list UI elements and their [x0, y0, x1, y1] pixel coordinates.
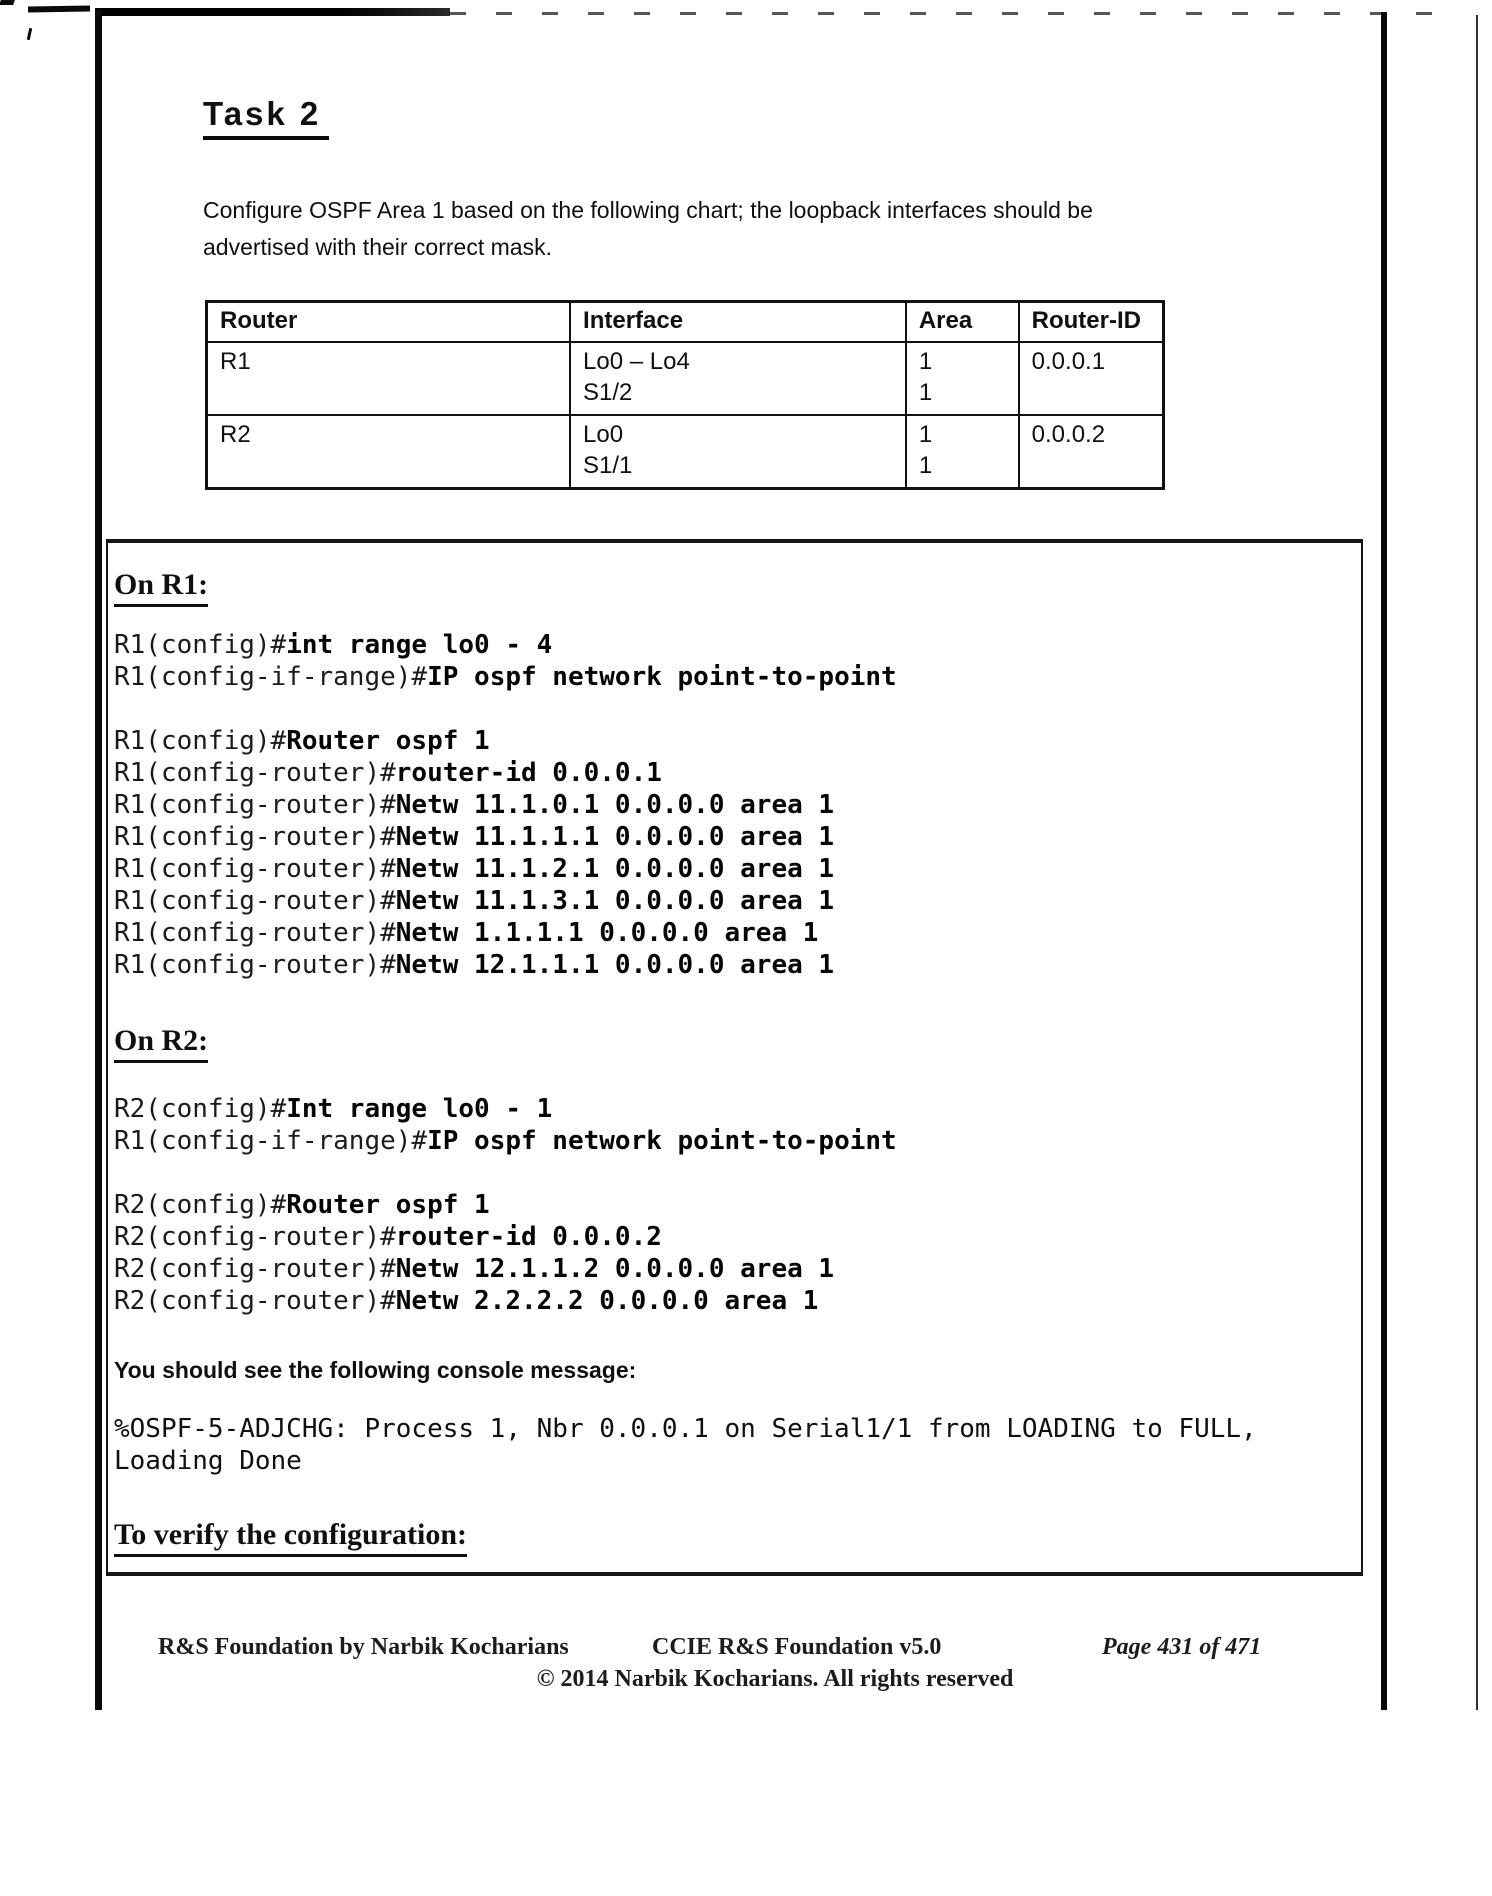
cli-command: Netw 1.1.1.1 0.0.0.0 area 1: [395, 918, 819, 948]
footer-author: R&S Foundation by Narbik Kocharians: [158, 1634, 569, 1660]
page-right-edge-rule: [1476, 15, 1478, 1710]
cli-line: [114, 725, 1341, 757]
cli-command: router-id 0.0.0.2: [395, 1222, 662, 1252]
cli-block-r2-ospf: [114, 1189, 1341, 1317]
cli-line: [114, 789, 1341, 821]
cli-prompt: R1(config)#: [114, 726, 287, 756]
area-line: 1: [918, 379, 933, 406]
cli-line: [114, 821, 1341, 853]
cli-line: [114, 949, 1341, 981]
cli-prompt: R2(config-router)#: [114, 1286, 396, 1316]
cli-prompt: R2(config)#: [114, 1190, 287, 1220]
cli-command: IP ospf network point-to-point: [427, 1126, 897, 1156]
task-description-line: Configure OSPF Area 1 based on the following chart; the loopback interfaces should be: [203, 197, 1093, 223]
cli-prompt: R2(config)#: [114, 1094, 287, 1124]
section-heading-verify: To verify the configuration:: [114, 1517, 467, 1557]
cli-line: [114, 1221, 1341, 1253]
scan-artifact-top-left: [0, 0, 15, 5]
cli-prompt: R1(config-if-range)#: [114, 1126, 428, 1156]
console-message-line: %OSPF-5-ADJCHG: Process 1, Nbr 0.0.0.1 on Serial1/1 from LOADING to FULL,: [114, 1414, 1257, 1444]
cell-interface: [570, 415, 906, 489]
page-title: Task 2: [203, 95, 329, 140]
scan-artifact-top-left: [28, 5, 90, 12]
footer-page-number: Page 431 of 471: [1102, 1634, 1262, 1660]
footer-course-title: CCIE R&S Foundation v5.0: [652, 1634, 942, 1660]
col-header-interface: Interface: [570, 302, 906, 343]
cli-command: Router ospf 1: [286, 726, 490, 756]
cli-command: Int range lo0 - 1: [286, 1094, 553, 1124]
page-top-dashed-rule: [450, 12, 1460, 15]
cli-command: IP ospf network point-to-point: [427, 662, 897, 692]
section-heading-on-r1: On R1:: [114, 567, 208, 607]
page-top-rule: [95, 8, 450, 16]
col-header-router-id: Router-ID: [1019, 302, 1164, 343]
table-row: [207, 415, 1164, 489]
interface-line: S1/2: [583, 379, 633, 406]
interface-line: Lo0 – Lo4: [583, 348, 690, 375]
cli-line: [114, 917, 1341, 949]
page-right-rule: [1381, 12, 1387, 1710]
console-note: You should see the following console message:: [114, 1357, 637, 1383]
cli-command: Netw 2.2.2.2 0.0.0.0 area 1: [395, 1286, 819, 1316]
cli-line: [114, 1093, 1341, 1125]
cli-block-r1-interfaces: [114, 629, 1341, 693]
interface-line: Lo0: [583, 421, 624, 448]
cli-prompt: R1(config-router)#: [114, 758, 396, 788]
cli-command: Netw 11.1.1.1 0.0.0.0 area 1: [395, 822, 835, 852]
ospf-chart-table: [205, 300, 1165, 490]
cli-prompt: R1(config-router)#: [114, 790, 396, 820]
page-left-rule: [95, 9, 102, 1710]
cell-router-id: 0.0.0.1: [1019, 342, 1164, 415]
table-row: [207, 342, 1164, 415]
cli-prompt: R1(config-router)#: [114, 822, 396, 852]
cli-line: [114, 661, 1341, 693]
area-line: 1: [918, 452, 933, 479]
cli-prompt: R2(config-router)#: [114, 1222, 396, 1252]
cell-area: [906, 415, 1019, 489]
area-line: 1: [918, 421, 933, 448]
cli-line: [114, 1125, 1341, 1157]
cli-prompt: R1(config-router)#: [114, 918, 396, 948]
cli-command: Netw 11.1.0.1 0.0.0.0 area 1: [395, 790, 835, 820]
interface-line: S1/1: [583, 452, 633, 479]
cli-command: Netw 12.1.1.1 0.0.0.0 area 1: [395, 950, 835, 980]
cli-command: Netw 11.1.2.1 0.0.0.0 area 1: [395, 854, 835, 884]
cli-line: [114, 757, 1341, 789]
cli-line: [114, 1285, 1341, 1317]
col-header-area: Area: [906, 302, 1019, 343]
cli-line: [114, 1189, 1341, 1221]
cli-command: router-id 0.0.0.1: [395, 758, 662, 788]
cli-line: [114, 885, 1341, 917]
console-message: [114, 1413, 1341, 1477]
col-header-router: Router: [207, 302, 571, 343]
cli-command: Netw 11.1.3.1 0.0.0.0 area 1: [395, 886, 835, 916]
footer-copyright: © 2014 Narbik Kocharians. All rights reserved: [536, 1666, 1014, 1692]
section-heading-on-r2: On R2:: [114, 1023, 208, 1063]
task-description: [203, 192, 1093, 266]
cell-interface: [570, 342, 906, 415]
cli-prompt: R1(config-router)#: [114, 854, 396, 884]
cli-prompt: R2(config-router)#: [114, 1254, 396, 1284]
cli-line: [114, 1253, 1341, 1285]
cell-router: R2: [207, 415, 571, 489]
scan-artifact-tick: [27, 28, 32, 40]
config-output-box: [106, 539, 1363, 1576]
cli-block-r1-ospf: [114, 725, 1341, 981]
task-description-line: advertised with their correct mask.: [203, 234, 552, 260]
cell-router-id: 0.0.0.2: [1019, 415, 1164, 489]
cli-block-r2-interfaces: [114, 1093, 1341, 1157]
cli-command: Netw 12.1.1.2 0.0.0.0 area 1: [395, 1254, 835, 1284]
console-message-line: Loading Done: [114, 1446, 302, 1476]
cli-command: int range lo0 - 4: [286, 630, 553, 660]
table-header-row: [207, 302, 1164, 343]
area-line: 1: [918, 348, 933, 375]
cli-prompt: R1(config)#: [114, 630, 287, 660]
cli-prompt: R1(config-if-range)#: [114, 662, 428, 692]
cli-prompt: R1(config-router)#: [114, 950, 396, 980]
cli-line: [114, 853, 1341, 885]
cli-line: [114, 629, 1341, 661]
cell-router: R1: [207, 342, 571, 415]
cli-command: Router ospf 1: [286, 1190, 490, 1220]
cell-area: [906, 342, 1019, 415]
cli-prompt: R1(config-router)#: [114, 886, 396, 916]
